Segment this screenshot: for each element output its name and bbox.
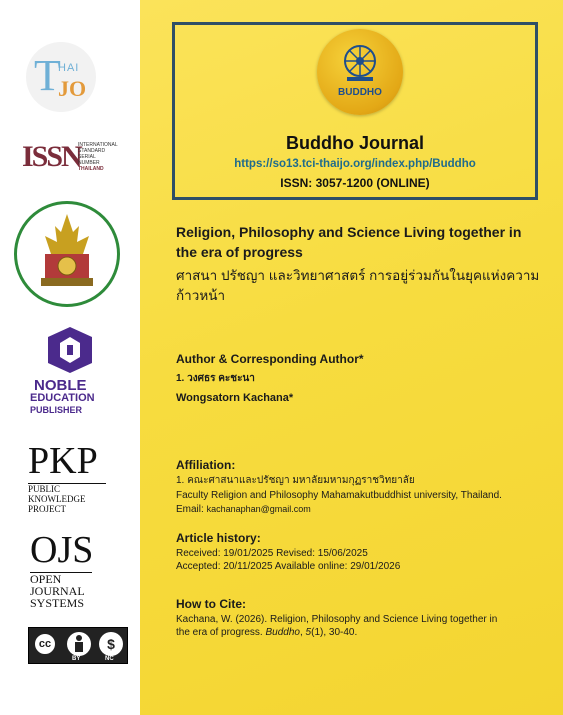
ojs-text-line: SYSTEMS: [30, 596, 85, 610]
history-line-accepted: Accepted: 20/11/2025 Available online: 29/01/2026: [176, 561, 401, 572]
issn-mark: ISSN: [22, 140, 81, 173]
cite-line1: Kachana, W. (2026). Religion, Philosophy and Science Living together in: [176, 614, 498, 625]
issn-text-line: INTERNATIONAL: [78, 142, 118, 148]
cite-journal: Buddho: [265, 627, 300, 638]
ojs-logo: [30, 530, 130, 620]
ojs-text-line: JOURNAL: [30, 584, 85, 598]
author-section: [176, 352, 556, 406]
noble-line3: PUBLISHER: [30, 405, 83, 415]
affiliation-section: [176, 458, 556, 516]
cite-volume: 5: [305, 627, 312, 638]
noble-line2: EDUCATION: [30, 392, 95, 404]
university-emblem: [14, 201, 120, 307]
dharma-wheel-icon: [317, 29, 403, 115]
affiliation-heading: Affiliation:: [176, 458, 236, 472]
issn-text-line: NUMBER: [78, 160, 100, 166]
cite-line2-post: (1), 30-40.: [311, 627, 358, 638]
cite-heading: How to Cite:: [176, 597, 246, 611]
email-line: [176, 503, 556, 516]
history-heading: Article history:: [176, 531, 261, 545]
author-name-th: 1. วงศธร คะชะนา: [176, 373, 255, 384]
issn-text-line: SERIAL: [78, 154, 96, 160]
noble-line1: NOBLE: [34, 377, 87, 394]
cover-panel: [140, 0, 563, 715]
cc-license-badge: [28, 627, 128, 664]
thaijo-logo: [26, 42, 96, 112]
article-title-th: ศาสนา ปรัชญา และวิทยาศาสตร์ การอยู่ร่วมกันในยุคแห่งความก้าวหน้า: [176, 268, 540, 303]
article-history-section: [176, 531, 556, 573]
nc-icon: $: [99, 632, 123, 656]
author-heading: Author & Corresponding Author*: [176, 352, 364, 366]
author-name-en: Wongsatorn Kachana*: [176, 392, 294, 404]
cite-line2-pre: the era of progress.: [176, 627, 266, 638]
history-line-received: Received: 19/01/2025 Revised: 15/06/2025: [176, 548, 368, 559]
nc-label: NC: [105, 656, 114, 662]
journal-info-box: [172, 22, 538, 200]
affiliation-th: 1. คณะศาสนาและปรัชญา มหาลัยมหามกุฏราชวิทยาลัย: [176, 475, 415, 486]
journal-title: Buddho Journal: [286, 133, 424, 153]
issn-text: [78, 142, 118, 172]
ojs-mark: OJS: [30, 529, 94, 571]
issn-logo: [22, 140, 132, 180]
noble-education-publisher-logo: [30, 325, 120, 420]
pkp-text-line: PUBLIC: [28, 484, 61, 494]
by-label: BY: [72, 656, 81, 662]
cc-icon: [33, 632, 57, 656]
pkp-text-line: PROJECT: [28, 504, 67, 514]
buddho-emblem: [317, 29, 403, 115]
crown-emblem-icon: [17, 204, 117, 304]
cite-line2: [176, 626, 556, 639]
email-label: Email:: [176, 504, 204, 515]
thaijo-logo-hai: HAI: [58, 62, 80, 74]
how-to-cite-section: [176, 597, 556, 639]
pkp-text-line: KNOWLEDGE: [28, 494, 86, 504]
by-icon: [67, 632, 91, 656]
sidebar: [0, 0, 140, 715]
pkp-logo: [28, 441, 128, 521]
affiliation-en: Faculty Religion and Philosophy Mahamakutbuddhist university, Thailand.: [176, 490, 502, 501]
journal-url-link[interactable]: https://so13.tci-thaijo.org/index.php/Buddho: [234, 158, 476, 170]
issn-text-line: STANDARD: [78, 148, 106, 154]
article-title-en: Religion, Philosophy and Science Living together in the era of progress: [176, 224, 522, 260]
noble-mark-icon: [40, 325, 100, 375]
thaijo-logo-jo: JO: [58, 76, 87, 101]
cc-label: cc: [38, 638, 52, 650]
cite-line2-mid: ,: [299, 627, 306, 638]
emblem-label: BUDDHO: [338, 87, 382, 98]
issn-country: THAILAND: [78, 166, 104, 172]
ojs-text-line: OPEN: [30, 572, 62, 586]
pkp-mark: PKP: [28, 440, 98, 482]
email-link[interactable]: kachanaphan@gmail.com: [206, 504, 311, 514]
journal-issn: ISSN: 3057-1200 (ONLINE): [280, 176, 430, 190]
thaijo-logo-t: T: [34, 51, 61, 100]
